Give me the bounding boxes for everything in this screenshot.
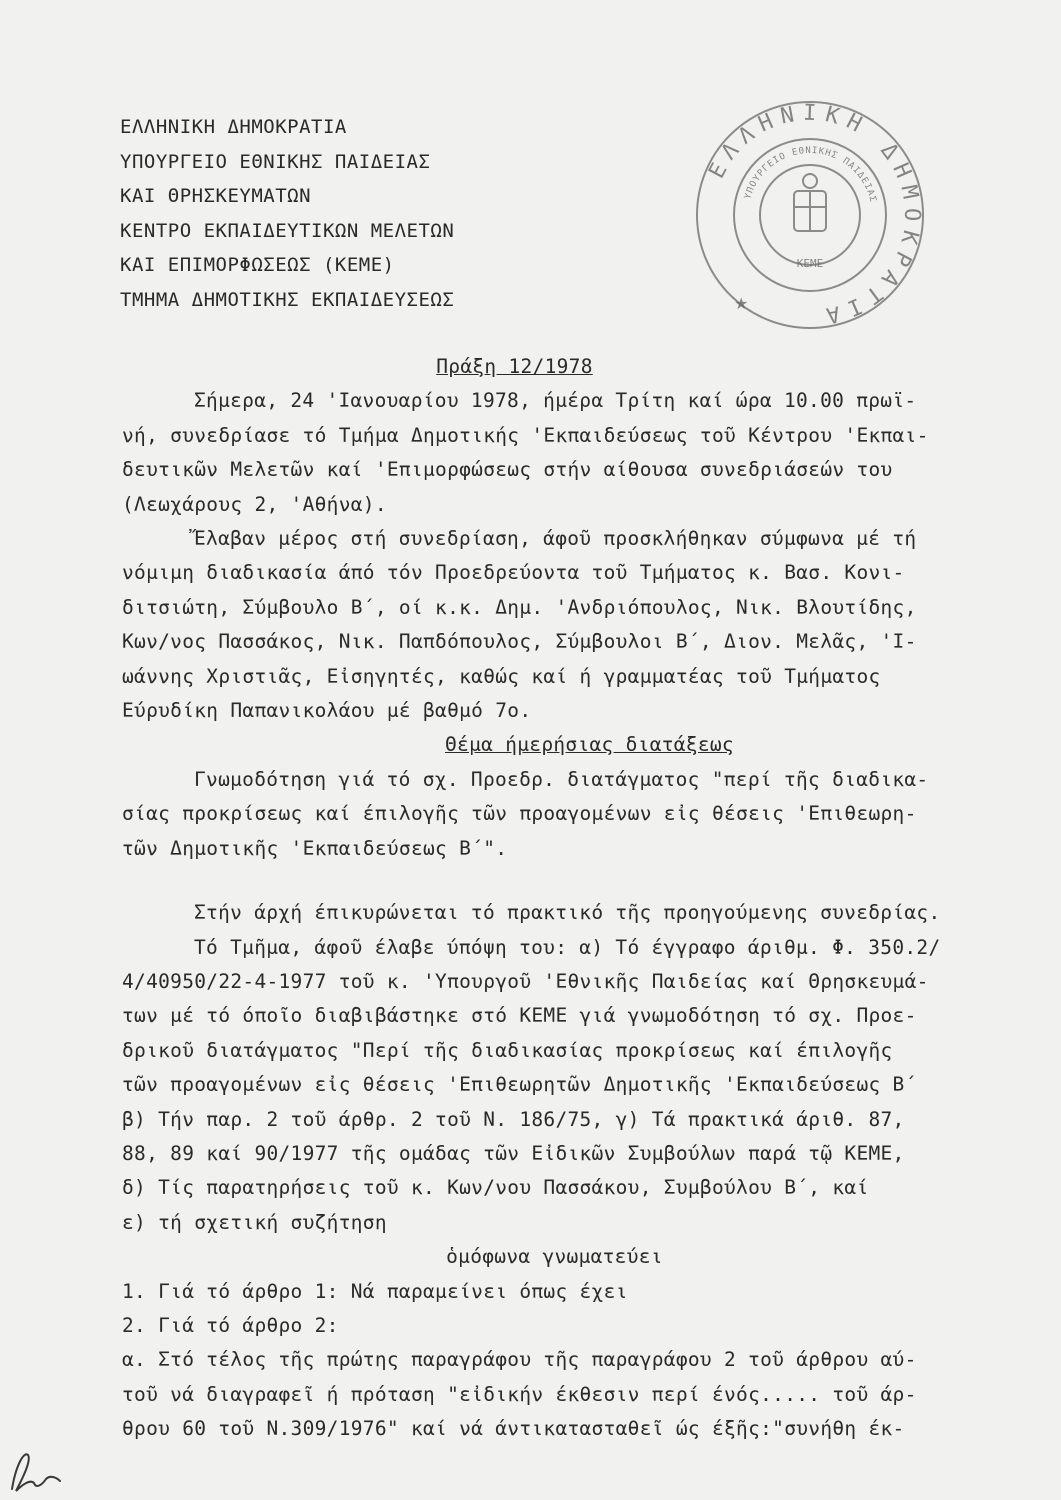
consideration-line: 88, 89 καί 90/1977 τῆς ομάδας τῶν Εἰδικῶν Συμβούλων παρά τῷ ΚΕΜΕ, bbox=[122, 1141, 905, 1165]
svg-text:★: ★ bbox=[734, 294, 749, 313]
svg-text:ΚΕΜΕ: ΚΕΜΕ bbox=[796, 257, 824, 270]
decision-item: α. Στό τέλος τῆς πρώτης παραγράφου τῆς παραγράφου 2 τοῦ άρθρου αύ- bbox=[122, 1348, 917, 1372]
consideration-line: 4/40950/22-4-1977 τοῦ κ. 'Υπουργοῦ 'Εθνικῆς Παιδείας καί Θρησκευμά- bbox=[122, 969, 929, 993]
intro-line: (Λεωχάρους 2, 'Αθήνα). bbox=[122, 492, 387, 516]
svg-text:ΕΛΛΗΝΙΚΗ ΔΗΜΟΚΡΑΤΙΑ: ΕΛΛΗΝΙΚΗ ΔΗΜΟΚΡΑΤΙΑ bbox=[704, 100, 925, 329]
agenda-title: Θέμα ήμερήσιας διατάξεως bbox=[445, 733, 734, 757]
intro-line: δευτικῶν Μελετῶν καί 'Επιμορφώσεως στήν αίθουσα συνεδριάσεών του bbox=[122, 458, 893, 482]
letterhead-line: ΕΛΛΗΝΙΚΗ ΔΗΜΟΚΡΑΤΙΑ bbox=[120, 116, 347, 138]
decision-title: ὁμόφωνα γνωματεύει bbox=[446, 1245, 663, 1269]
decision-item: τοῦ νά διαγραφεῖ ή πρόταση "εἰδικήν έκθεσιν περί ένός..... τοῦ άρ- bbox=[122, 1382, 917, 1406]
attendance-line: Κων/νος Πασσάκος, Νικ. Παπδόπουλος, Σύμβουλοι Β΄, Διον. Μελᾶς, 'Ι- bbox=[122, 630, 917, 654]
consideration-line: δρικοῦ διατάγματος "Περί τῆς διαδικασίας προκρίσεως καί έπιλογῆς bbox=[122, 1038, 893, 1062]
agenda-line: Γνωμοδότηση γιά τό σχ. Προεδρ. διατάγματος "περί τῆς διαδικα- bbox=[194, 767, 929, 791]
official-seal-stamp bbox=[690, 95, 930, 335]
decision-item: θρου 60 τοῦ Ν.309/1976" καί νά άντικατασταθεῖ ώς έξῆς:"συνήθη έκ- bbox=[122, 1417, 905, 1441]
document-title: Πράξη 12/1978 bbox=[436, 355, 593, 378]
letterhead bbox=[120, 110, 454, 317]
attendance-line: Εύρυδίκη Παπανικολάου μέ βαθμό 7ο. bbox=[122, 699, 532, 723]
decision-item: 2. Γιά τό άρθρο 2: bbox=[122, 1313, 339, 1337]
attendance-line: Ἔλαβαν μέρος στή συνεδρίαση, άφοῦ προσκλήθηκαν σύμφωνα μέ τή bbox=[194, 527, 917, 551]
handwritten-initials-signature bbox=[6, 1445, 66, 1495]
attendance-line: διτσιώτη, Σύμβουλο Β΄, οί κ.κ. Δημ. 'Ανδριόπουλος, Νικ. Βλουτίδης, bbox=[122, 595, 917, 619]
agenda-line: σίας προκρίσεως καί έπιλογῆς τῶν προαγομένων εἰς θέσεις 'Επιθεωρη- bbox=[122, 802, 917, 826]
svg-text:ΥΠΟΥΡΓΕΙΟ ΕΘΝΙΚΗΣ ΠΑΙΔΕΙΑΣ: ΥΠΟΥΡΓΕΙΟ ΕΘΝΙΚΗΣ ΠΑΙΔΕΙΑΣ bbox=[743, 145, 878, 204]
paragraph-spacer bbox=[122, 866, 1047, 896]
attendance-line: νόμιμη διαδικασία άπό τόν Προεδρεύοντα τοῦ Τμήματος κ. Βασ. Κονι- bbox=[122, 561, 905, 585]
document-body bbox=[122, 350, 1047, 1447]
letterhead-line: ΚΑΙ ΕΠΙΜΟΡΦΩΣΕΩΣ (ΚΕΜΕ) bbox=[120, 254, 395, 276]
agenda-line: τῶν Δημοτικῆς 'Εκπαιδεύσεως Β΄". bbox=[122, 836, 508, 860]
intro-line: Σήμερα, 24 'Ιανουαρίου 1978, ήμέρα Τρίτη καί ώρα 10.00 πρωϊ- bbox=[194, 389, 917, 413]
letterhead-line: ΤΜΗΜΑ ΔΗΜΟΤΙΚΗΣ ΕΚΠΑΙΔΕΥΣΕΩΣ bbox=[120, 288, 455, 311]
decision-item: 1. Γιά τό άρθρο 1: Νά παραμείνει όπως έχει bbox=[122, 1279, 628, 1303]
intro-line: νή, συνεδρίασε τό Τμήμα Δημοτικής 'Εκπαιδεύσεως τοῦ Κέντρου 'Εκπαι- bbox=[122, 423, 929, 447]
consideration-line: Τό Τμῆμα, άφοῦ έλαβε ύπόψη του: α) Τό έγγραφο άριθμ. Φ. 350.2/ bbox=[194, 935, 941, 959]
consideration-line: ε) τή σχετική συζήτηση bbox=[122, 1210, 387, 1234]
consideration-line: δ) Τίς παρατηρήσεις τοῦ κ. Κων/νου Πασσάκου, Συμβούλου Β΄, καί bbox=[122, 1176, 869, 1200]
letterhead-line: ΥΠΟΥΡΓΕΙΟ ΕΘΝΙΚΗΣ ΠΑΙΔΕΙΑΣ bbox=[120, 150, 431, 173]
letterhead-line: ΚΑΙ ΘΡΗΣΚΕΥΜΑΤΩΝ bbox=[120, 185, 312, 207]
consideration-line: των μέ τό όποῖο διαβιβάστηκε στό ΚΕΜΕ γιά γνωμοδότηση τό σχ. Προε- bbox=[122, 1004, 917, 1028]
ratification-line: Στήν άρχή έπικυρώνεται τό πρακτικό τῆς προηγούμενης συνεδρίας. bbox=[194, 901, 941, 925]
consideration-line: τῶν προαγομένων εἰς θέσεις 'Επιθεωρητῶν Δημοτικῆς 'Εκπαιδεύσεως Β΄ bbox=[122, 1073, 917, 1097]
attendance-line: ωάννης Χριστιᾶς, Εἰσηγητές, καθώς καί ή γραμματέας τοῦ Τμήματος bbox=[122, 664, 881, 688]
consideration-line: β) Τήν παρ. 2 τοῦ άρθρ. 2 τοῦ Ν. 186/75, γ) Τά πρακτικά άριθ. 87, bbox=[122, 1107, 905, 1131]
letterhead-line: ΚΕΝΤΡΟ ΕΚΠΑΙΔΕΥΤΙΚΩΝ ΜΕΛΕΤΩΝ bbox=[120, 219, 455, 242]
